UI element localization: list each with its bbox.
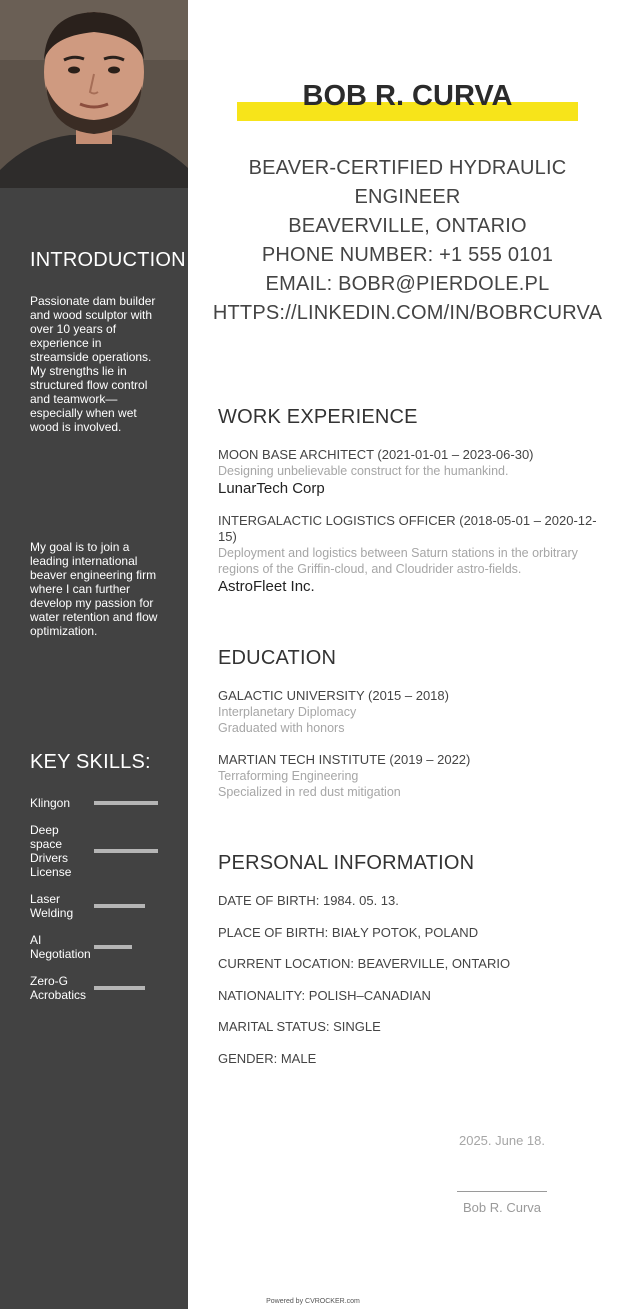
skill-level-bar <box>94 801 158 805</box>
introduction-paragraph: Passionate dam builder and wood sculptor with over 10 years of experience in streamside operations. My strengths lie in structured flow control and teamwork—especially when wet wood is involved. <box>30 294 156 434</box>
location: BEAVERVILLE, ONTARIO <box>288 215 527 237</box>
education-title: EDUCATION <box>218 647 337 669</box>
skill-name: AI Negotiation <box>30 933 91 961</box>
job-company: LunarTech Corp <box>218 480 325 497</box>
nationality: NATIONALITY: POLISH–CANADIAN <box>218 988 431 1003</box>
education-note: Specialized in red dust mitigation <box>218 785 401 799</box>
job-title: INTERGALACTIC LOGISTICS OFFICER (2018-05-01 – 2020-12-15) <box>218 513 597 544</box>
job-title-line-1: BEAVER-CERTIFIED HYDRAULIC <box>248 157 567 179</box>
skill-level-bar <box>94 945 132 949</box>
job-company: AstroFleet Inc. <box>218 578 315 595</box>
skill-level-bar <box>94 849 158 853</box>
job-title: MOON BASE ARCHITECT (2021-01-01 – 2023-06-30) <box>218 447 534 462</box>
education-title-entry: GALACTIC UNIVERSITY (2015 – 2018) <box>218 688 449 703</box>
skill-name: Klingon <box>30 796 71 810</box>
marital-status: MARITAL STATUS: SINGLE <box>218 1019 381 1034</box>
work-experience-title: WORK EXPERIENCE <box>218 406 418 428</box>
introduction-title: INTRODUCTION <box>30 249 186 271</box>
job-title-line-2: ENGINEER <box>354 186 461 208</box>
key-skills-title: KEY SKILLS: <box>30 751 151 773</box>
career-goal-paragraph: My goal is to join a leading international beaver engineering firm where I can further develop my passion for water retention and flow optimization. <box>30 540 158 638</box>
skill-level-bar <box>94 904 145 908</box>
linkedin-link[interactable]: HTTPS://LINKEDIN.COM/IN/BOBRCURVA <box>212 302 603 324</box>
sidebar <box>0 0 188 1309</box>
date-of-birth: DATE OF BIRTH: 1984. 05. 13. <box>218 893 399 908</box>
place-of-birth: PLACE OF BIRTH: BIAŁY POTOK, POLAND <box>218 925 479 940</box>
education-note: Graduated with honors <box>218 721 345 735</box>
skill-name: Zero-G Acrobatics <box>30 974 87 1002</box>
job-description: Deployment and logistics between Saturn stations in the orbitrary regions of the Griffin-cloud, and Cloudrider astro-fields. <box>218 546 578 576</box>
skill-level-bar <box>94 986 145 990</box>
skill-name: Deep space Drivers License <box>30 823 72 879</box>
signature-name: Bob R. Curva <box>462 1200 542 1215</box>
powered-by-link[interactable]: Powered by CVROCKER.com <box>266 1298 360 1305</box>
candidate-name: BOB R. CURVA <box>302 80 513 112</box>
phone-number: PHONE NUMBER: +1 555 0101 <box>261 244 554 266</box>
document-date: 2025. June 18. <box>458 1133 546 1148</box>
job-description: Designing unbelievable construct for the humankind. <box>218 464 509 478</box>
skill-name: Laser Welding <box>30 892 74 920</box>
personal-information-title: PERSONAL INFORMATION <box>218 852 475 874</box>
gender: GENDER: MALE <box>218 1051 317 1066</box>
email-link[interactable]: EMAIL: BOBR@PIERDOLE.PL <box>265 273 550 295</box>
education-title-entry: MARTIAN TECH INSTITUTE (2019 – 2022) <box>218 752 471 767</box>
education-field: Interplanetary Diplomacy <box>218 705 357 719</box>
signature-line <box>457 1191 547 1192</box>
profile-photo <box>0 0 188 188</box>
current-location: CURRENT LOCATION: BEAVERVILLE, ONTARIO <box>218 956 511 971</box>
education-field: Terraforming Engineering <box>218 769 359 783</box>
